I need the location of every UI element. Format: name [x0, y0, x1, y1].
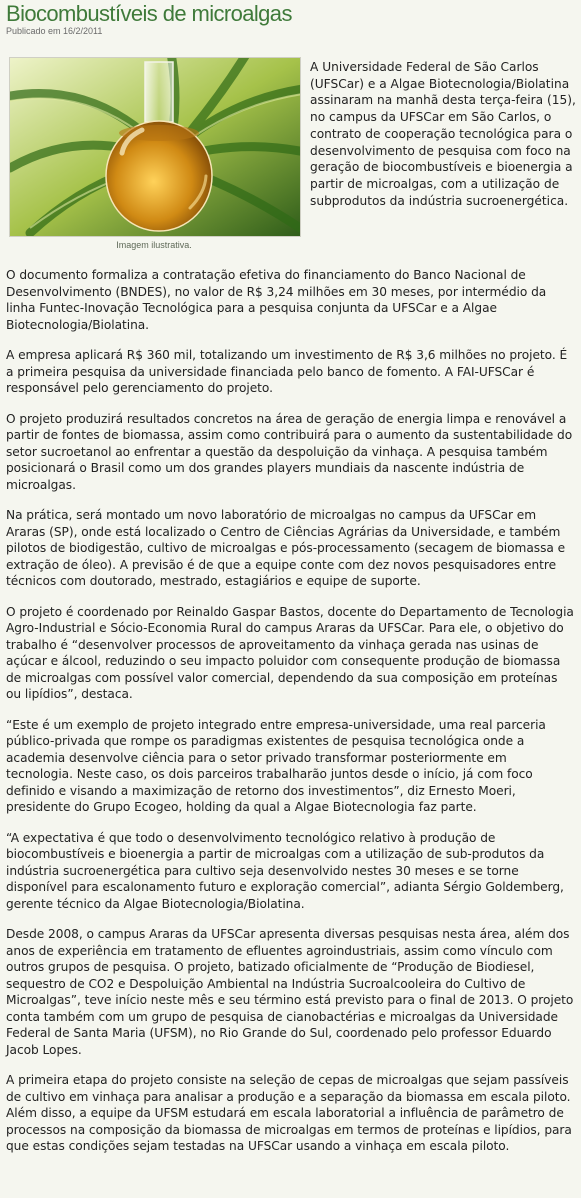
publication-date: Publicado em 16/2/2011 [6, 26, 103, 36]
paragraph: “A expectativa é que todo o desenvolvimento tecnológico relativo à produção de biocombustíveis e bioenergia a partir de microalgas com a utilização de sub-produtos da indústria sucroenergética para cultivo seja desenvolvido nestes 30 meses e se torne disponível para escalonamento futuro e exploração comercial”, adianta Sérgio Goldemberg, gerente técnico da Algae Biotecnologia/Biolatina. [6, 830, 564, 911]
article-intro [6, 57, 575, 267]
article-figure [9, 57, 304, 250]
paragraph: Desde 2008, o campus Araras da UFSCar apresenta diversas pesquisas nesta área, além dos anos de experiência em tratamento de efluentes agroindustriais, assim como vínculo com outros grupos de pesquisa. O projeto, batizado oficialmente de “Produção de Biodiesel, sequestro de CO2 e Despoluição Ambiental na Indústria Sucroalcooleira do Cultivo de Microalgas”, teve início neste mês e seu término está previsto para o final de 2013. O projeto conta também com um grupo de pesquisa de cianobactérias e microalgas da Universidade Federal de Santa Maria (UFSM), no Rio Grande do Sul, coordenado pelo professor Eduardo Jacob Lopes. [6, 927, 574, 1057]
image-caption: Imagem ilustrativa. [116, 240, 192, 250]
paragraph: O projeto é coordenado por Reinaldo Gaspar Bastos, docente do Departamento de Tecnologia Agro-Industrial e Sócio-Economia Rural do campus Araras da UFSCar. Para ele, o objetivo do trabalho é “desenvolver processos de aproveitamento da vinhaça gerada nas usinas de açúcar e álcool, reduzindo o seu impacto poluidor com consequente produção de biomassa de microalgas com possível valor comercial, dependendo da sua composição em proteínas ou lipídios”, destaca. [6, 604, 574, 701]
paragraph: “Este é um exemplo de projeto integrado entre empresa-universidade, uma real parceria público-privada que rompe os paradigmas existentes de pesquisa tecnológica onde a academia desenvolve ciência para o setor privado transformar posteriormente em tecnologia. Neste caso, os dois parceiros trabalharão juntos desde o início, já com foco definido e visando a maximização de retorno dos investimentos”, diz Ernesto Moeri, presidente do Grupo Ecogeo, holding da qual a Algae Biotecnologia faz parte. [6, 717, 546, 814]
article-body [6, 267, 575, 1155]
paragraph: Na prática, será montado um novo laboratório de microalgas no campus da UFSCar em Araras (SP), onde está localizado o Centro de Ciências Agrárias da Universidade, e também pilotos de biodigestão, cultivo de microalgas e pós-processamento (secagem de biomassa e extração de óleo). A previsão é de que a equipe conte com dez novos pesquisadores entre técnicos com doutorado, mestrado, estagiários e equipe de suporte. [6, 508, 566, 588]
paragraph: A primeira etapa do projeto consiste na seleção de cepas de microalgas que sejam passíveis de cultivo em vinhaça para analisar a produção e a separação da biomassa em escala piloto. Além disso, a equipe da UFSM estudará em escala laboratorial a influência de parâmetro de processos na composição da biomassa de microalgas em termos de proteínas e lipídios, para que estas condições sejam testadas na UFSCar usando a vinhaça em escala piloto. [6, 1073, 572, 1153]
lead-paragraph: A Universidade Federal de São Carlos (UFSCar) e a Algae Biotecnologia/Biolatina assinaram na manhã desta terça-feira (15), no campus da UFSCar em São Carlos, o contrato de cooperação tecnológica para o desenvolvimento de pesquisa com foco na geração de biocombustíveis e bioenergia a partir de microalgas, com a utilização de subprodutos da indústria sucroenergética. [310, 60, 576, 208]
paragraph: O documento formaliza a contratação efetiva do financiamento do Banco Nacional de Desenvolvimento (BNDES), no valor de R$ 3,24 milhões em 30 meses, por intermédio da linha Funtec-Inovação Tecnológica para a pesquisa conjunta da UFSCar e a Algae Biotecnologia/Biolatina. [6, 268, 547, 332]
paragraph: A empresa aplicará R$ 360 mil, totalizando um investimento de R$ 3,6 milhões no projeto. É a primeira pesquisa da universidade financiada pelo banco de fomento. A FAI-UFSCar é responsável pelo gerenciamento do projeto. [6, 348, 568, 395]
paragraph: O projeto produzirá resultados concretos na área de geração de energia limpa e renovável a partir de fontes de biomassa, assim como contribuirá para o aumento da sustentabilidade do setor sucroetanol ao enfrentar a questão da despoluição da vinhaça. A pesquisa também posicionará o Brasil como um dos grandes players mundiais da nascente indústria de microalgas. [6, 411, 573, 492]
microalgae-flask-image [9, 57, 301, 237]
article-title: Biocombustíveis de microalgas [6, 1, 292, 26]
